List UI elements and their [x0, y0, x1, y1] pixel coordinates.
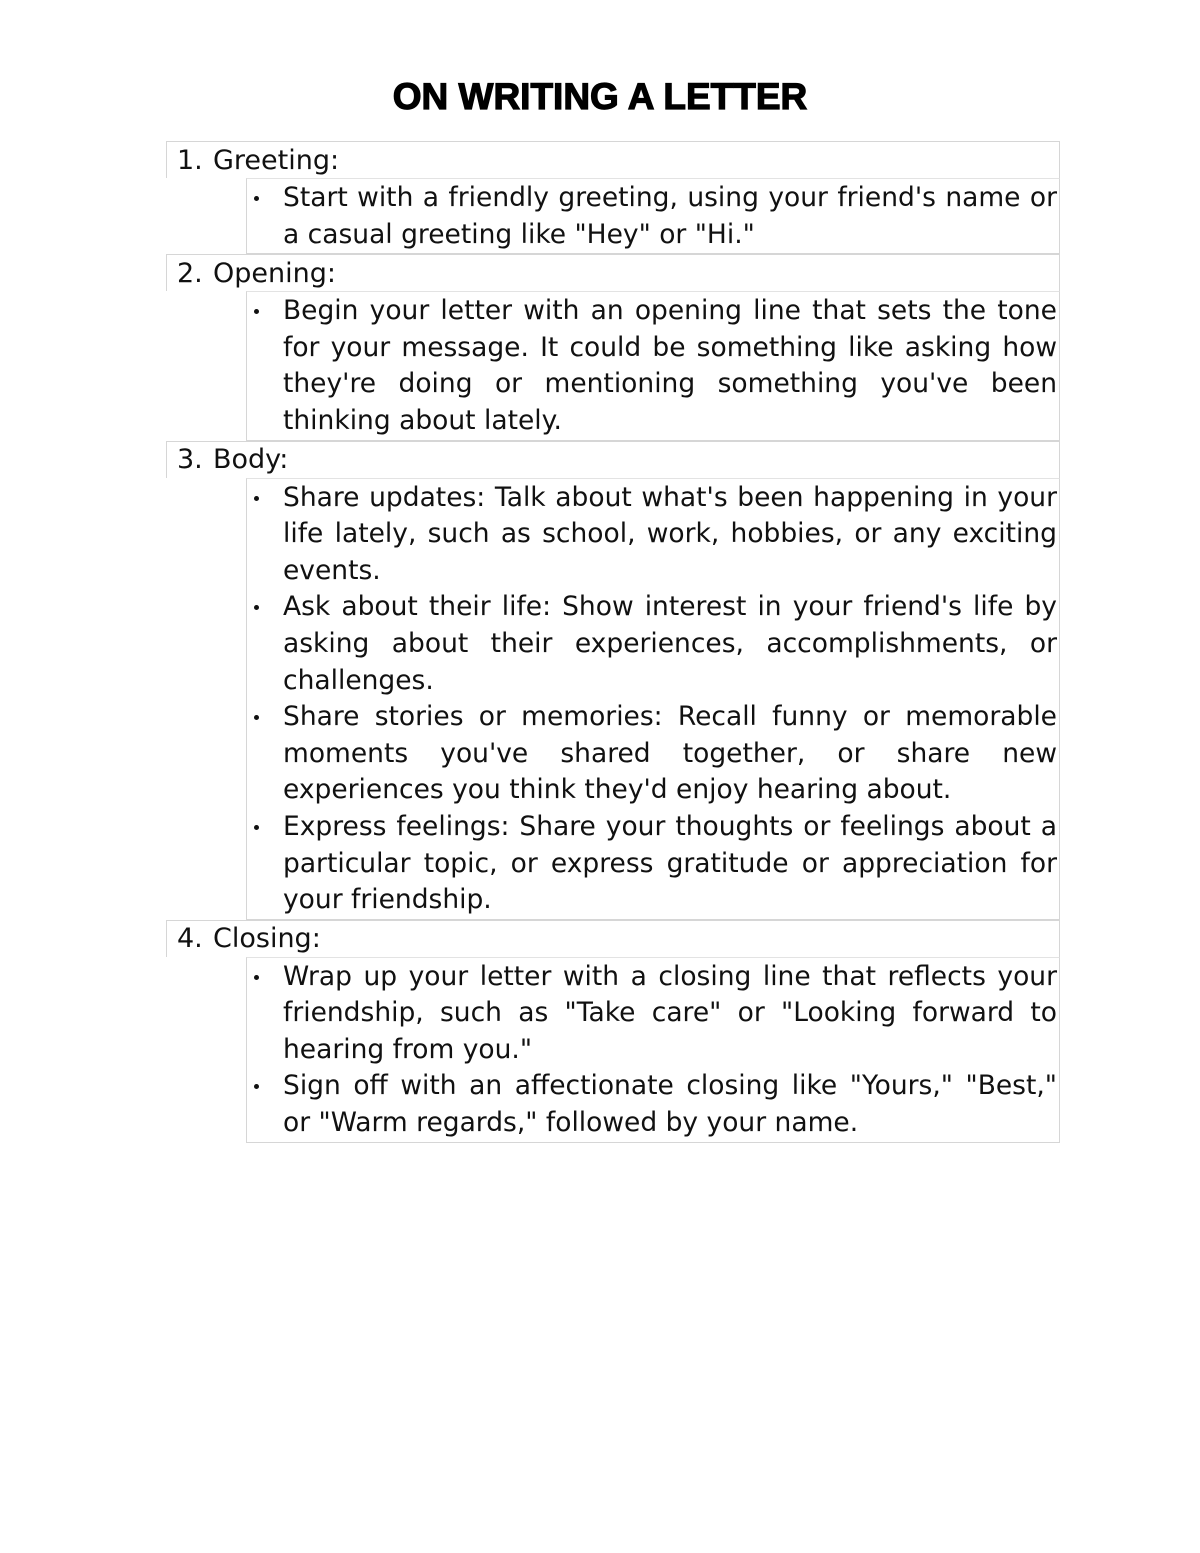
section-heading-label: Greeting:: [213, 144, 340, 176]
section-number: 1.: [177, 144, 203, 176]
section-body: [166, 441, 1060, 920]
section-heading-label: Closing:: [213, 923, 321, 955]
section-heading: [166, 141, 1060, 178]
list-item: Express feelings: Share your thoughts or feelings about a particular topic, or express gratitude or appreciation for your friendship.: [283, 809, 1057, 919]
list-item: Start with a friendly greeting, using your friend's name or a casual greeting like "Hey" or "Hi.": [283, 180, 1057, 253]
document-title: ON WRITING A LETTER: [392, 76, 808, 117]
list-item: Wrap up your letter with a closing line that reflects your friendship, such as "Take care" or "Looking forward to hearing from you.": [283, 959, 1057, 1069]
section-heading: [166, 254, 1060, 291]
list-item: Share updates: Talk about what's been happening in your life lately, such as school, work, hobbies, or any exciting events.: [283, 480, 1057, 590]
section-heading-label: Body:: [213, 444, 289, 476]
section-greeting: [166, 141, 1060, 254]
outline: [166, 141, 1060, 1143]
section-number: 4.: [177, 923, 203, 955]
list-item: Ask about their life: Show interest in your friend's life by asking about their experiences, accomplishments, or challenges.: [283, 589, 1057, 699]
bullet-list: [246, 178, 1060, 254]
list-item: Share stories or memories: Recall funny or memorable moments you've shared together, or share new experiences you think they'd enjoy hearing about.: [283, 699, 1057, 809]
section-number: 3.: [177, 444, 203, 476]
section-heading-label: Opening:: [213, 257, 336, 289]
bullet-list: [246, 957, 1060, 1143]
section-heading: [166, 441, 1060, 478]
section-number: 2.: [177, 257, 203, 289]
section-heading: [166, 920, 1060, 957]
list-item: Begin your letter with an opening line that sets the tone for your message. It could be something like asking how they're doing or mentioning something you've been thinking about lately.: [283, 293, 1057, 439]
bullet-list: [246, 478, 1060, 920]
bullet-list: [246, 291, 1060, 440]
section-closing: [166, 920, 1060, 1143]
list-item: Sign off with an affectionate closing like "Yours," "Best," or "Warm regards," followed by your name.: [283, 1068, 1057, 1141]
section-opening: [166, 254, 1060, 440]
